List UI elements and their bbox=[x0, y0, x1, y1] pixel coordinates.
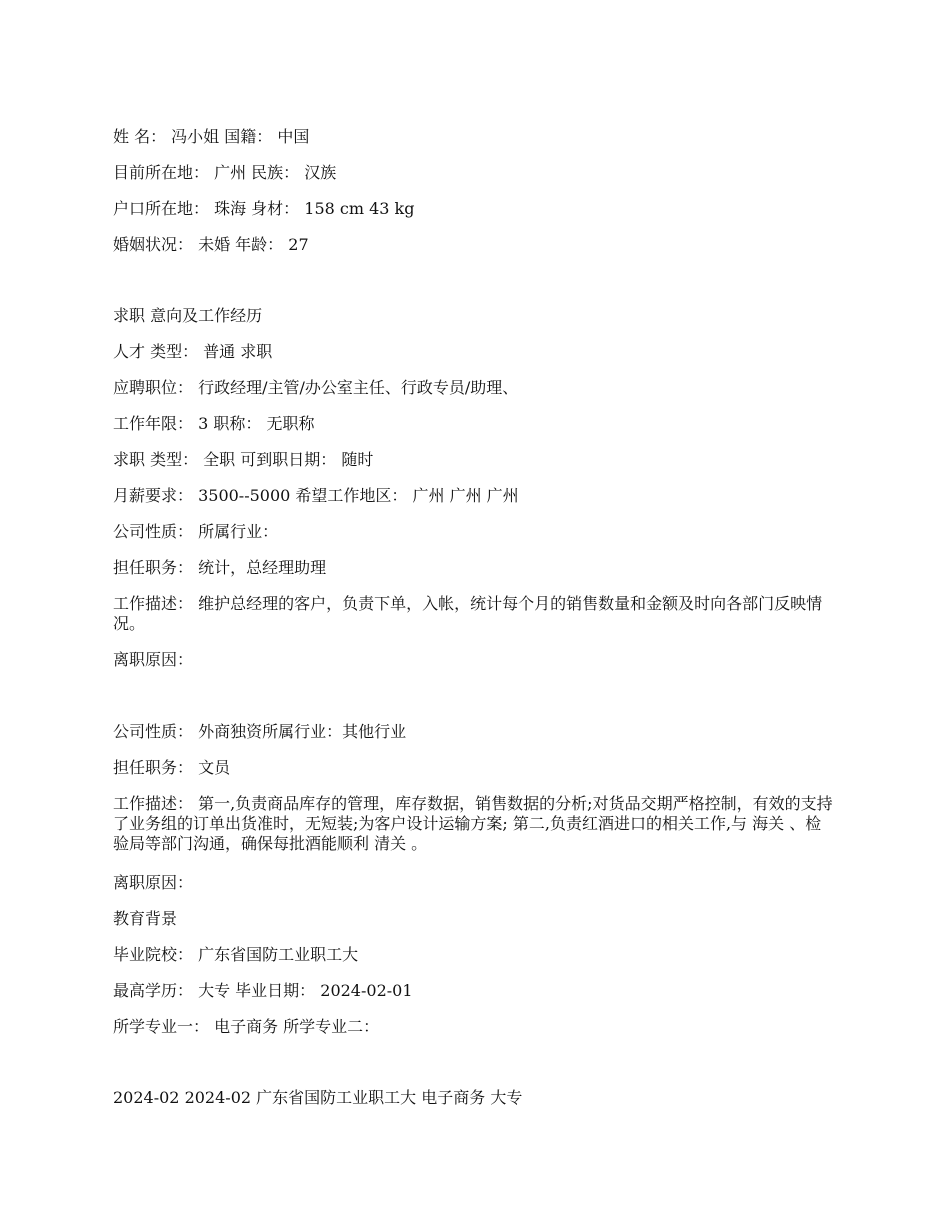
location-ethnicity-line: 目前所在地： 广州 民族： 汉族 bbox=[113, 163, 337, 182]
education-record-line: 2024-02 2024-02 广东省国防工业职工大 电子商务 大专 bbox=[113, 1088, 523, 1107]
major-line: 所学专业一： 电子商务 所学专业二： bbox=[113, 1017, 380, 1036]
name-nationality-line: 姓 名： 冯小姐 国籍： 中国 bbox=[113, 127, 310, 146]
school-line: 毕业院校： 广东省国防工业职工大 bbox=[113, 945, 359, 964]
exp1-leave-reason: 离职原因： bbox=[113, 650, 194, 669]
years-title-line: 工作年限： 3 职称： 无职称 bbox=[113, 414, 315, 433]
degree-line: 最高学历： 大专 毕业日期： 2024-02-01 bbox=[113, 981, 413, 1000]
marital-age-line: 婚姻状况： 未婚 年龄： 27 bbox=[113, 235, 309, 254]
exp2-description: 工作描述： 第一,负责商品库存的管理，库存数据，销售数据的分析;对货品交期严格控制，有效的支持了业务组的订单出货准时，无短装;为客户设计运输方案; 第二,负责红酒进口的相关工作,与 海关 、检验局等部门沟通，确保每批酒能顺利 清关 。 bbox=[113, 794, 833, 853]
exp2-role-line: 担任职务： 文员 bbox=[113, 758, 231, 777]
position-line: 应聘职位： 行政经理/主管/办公室主任、行政专员/助理、 bbox=[113, 378, 519, 397]
job-intent-heading: 求职 意向及工作经历 bbox=[113, 306, 263, 325]
exp1-description: 工作描述： 维护总经理的客户，负责下单，入帐，统计每个月的销售数量和金额及时向各部门反映情况。 bbox=[113, 594, 823, 633]
education-heading: 教育背景 bbox=[113, 909, 178, 928]
talent-type-line: 人才 类型： 普通 求职 bbox=[113, 342, 273, 361]
exp2-company-line: 公司性质： 外商独资所属行业：其他行业 bbox=[113, 722, 407, 741]
hukou-body-line: 户口所在地： 珠海 身材： 158 cm 43 kg bbox=[113, 199, 415, 218]
exp2-leave-reason: 离职原因： bbox=[113, 873, 194, 892]
exp1-company-line: 公司性质： 所属行业： bbox=[113, 522, 279, 541]
salary-region-line: 月薪要求： 3500--5000 希望工作地区： 广州 广州 广州 bbox=[113, 486, 519, 505]
exp1-role-line: 担任职务： 统计，总经理助理 bbox=[113, 558, 327, 577]
job-type-line: 求职 类型： 全职 可到职日期： 随时 bbox=[113, 450, 374, 469]
